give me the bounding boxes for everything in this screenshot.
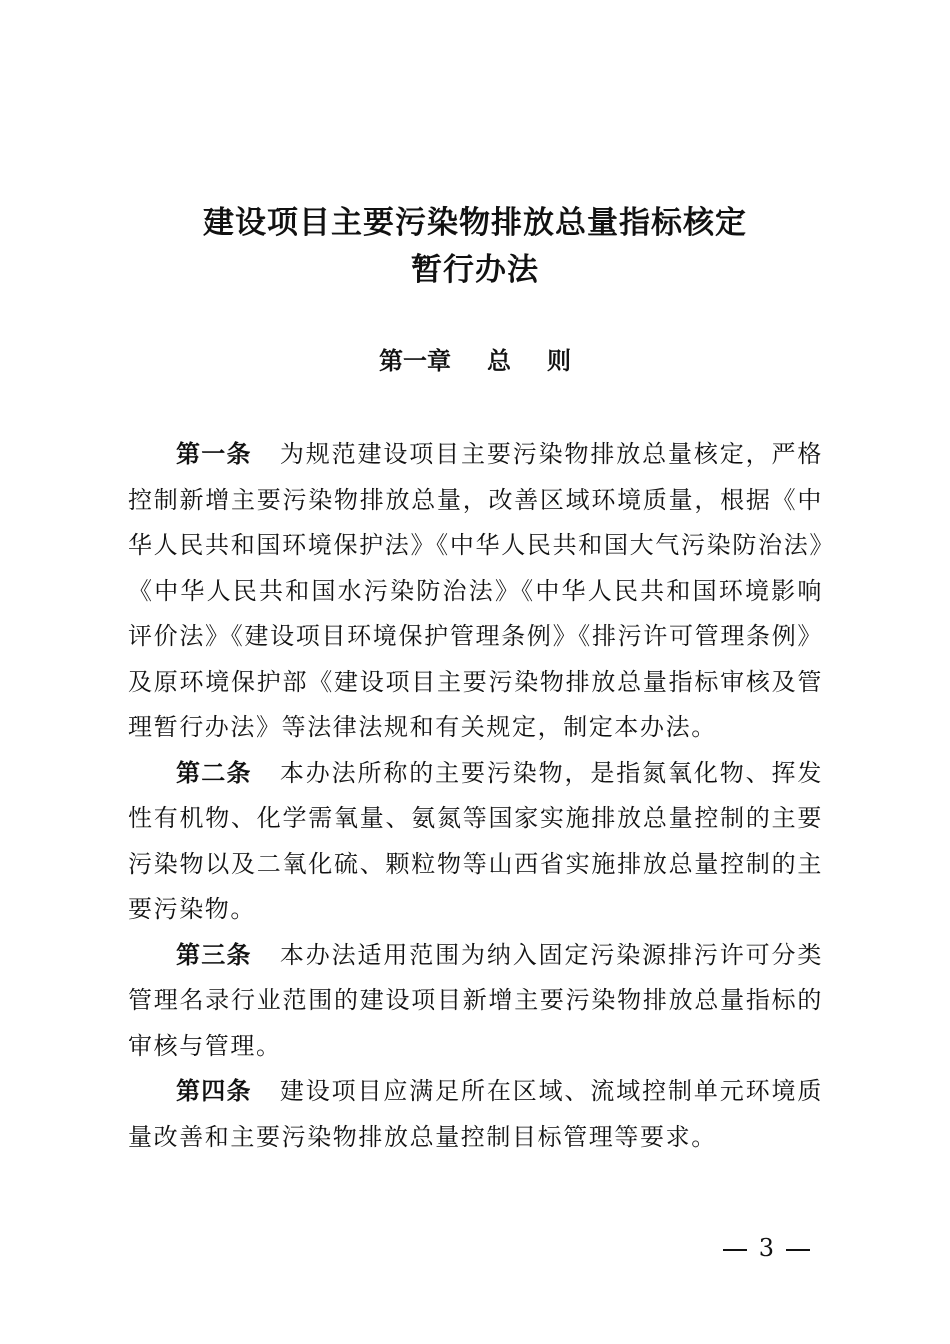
- article-1-label: 第一条: [176, 440, 252, 468]
- document-title-line-1: 建设项目主要污染物排放总量指标核定: [203, 205, 747, 241]
- article-3-label: 第三条: [176, 940, 252, 969]
- page-number-dash-right: [786, 1249, 810, 1251]
- article-2-label: 第二条: [176, 758, 252, 787]
- article-2-text: 本办法所称的主要污染物，是指氮氧化物、挥发性有机物、化学需氧量、氨氮等国家实施排放总量控制的主要污染物以及二氧化硫、颗粒物等山西省实施排放总量控制的主要污染物。: [128, 758, 823, 923]
- article-4: [128, 1069, 823, 1160]
- article-3: [128, 933, 823, 1070]
- page-number: [711, 1228, 822, 1268]
- chapter-name-part-2: 则: [547, 347, 571, 375]
- article-2: [128, 751, 823, 933]
- chapter-heading: [0, 339, 950, 383]
- document-body: [128, 432, 823, 1160]
- article-1-text: 为规范建设项目主要污染物排放总量核定，严格控制新增主要污染物排放总量，改善区域环境质量，根据《中华人民共和国环境保护法》《中华人民共和国大气污染防治法》《中华人民共和国水污染防治法》《中华人民共和国环境影响评价法》《建设项目环境保护管理条例》《排污许可管理条例》及原环境保护部《建设项目主要污染物排放总量指标审核及管理暂行办法》等法律法规和有关规定，制定本办法。: [128, 440, 823, 741]
- chapter-name-part-1: 总: [487, 347, 511, 375]
- page-number-value: 3: [758, 1234, 774, 1262]
- article-1: [128, 432, 823, 751]
- article-4-text: 建设项目应满足所在区域、流域控制单元环境质量改善和主要污染物排放总量控制目标管理等要求。: [128, 1077, 823, 1151]
- document-title-line-2: 暂行办法: [411, 252, 539, 288]
- page-number-dash-left: [723, 1249, 747, 1251]
- article-3-text: 本办法适用范围为纳入固定污染源排污许可分类管理名录行业范围的建设项目新增主要污染物排放总量指标的审核与管理。: [128, 940, 823, 1060]
- article-4-label: 第四条: [176, 1077, 252, 1105]
- chapter-number: 第一章: [379, 347, 451, 375]
